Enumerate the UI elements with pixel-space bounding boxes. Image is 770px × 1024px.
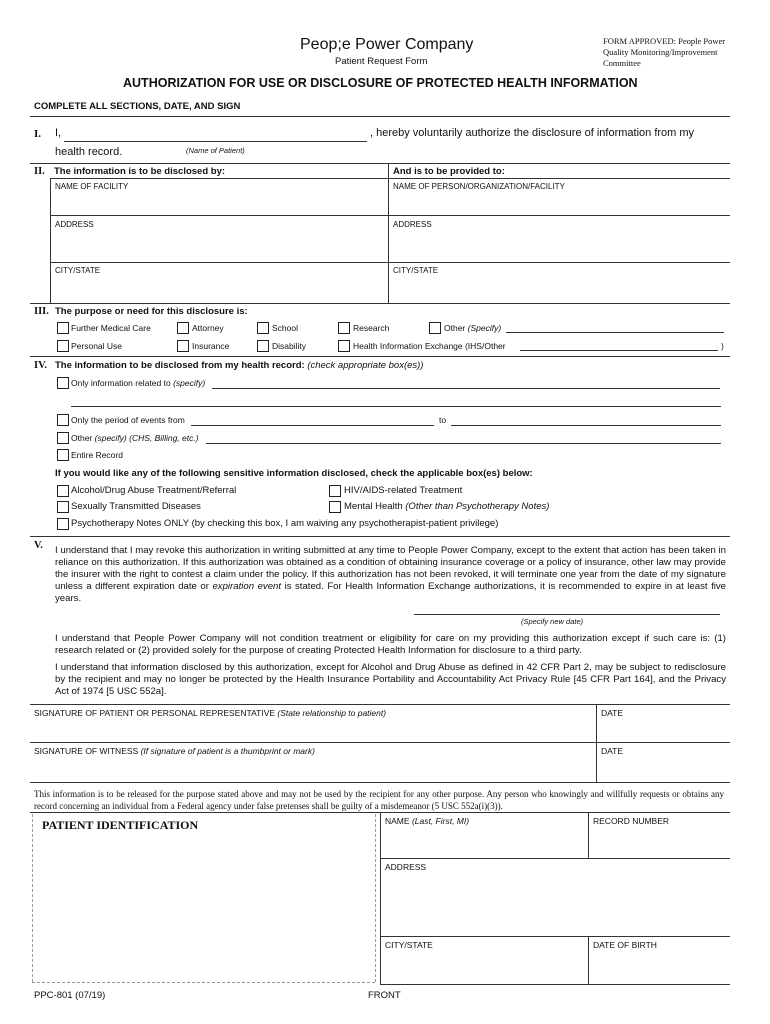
purpose-heading: The purpose or need for this disclosure is: (55, 306, 248, 317)
section-5-numeral: V. (34, 540, 43, 551)
mental-health-checkbox[interactable] (329, 501, 341, 513)
recipient-city-label: CITY/STATE (393, 266, 439, 275)
psychotherapy-checkbox[interactable] (57, 518, 69, 530)
only-info-label: Only information related to (specify) (71, 378, 206, 388)
divider (30, 356, 730, 357)
other-info-field[interactable] (206, 443, 721, 444)
purpose-school-checkbox[interactable] (257, 322, 269, 334)
hiv-checkbox[interactable] (329, 485, 341, 497)
id-name-field[interactable] (380, 858, 730, 859)
purpose-further-care-label: Further Medical Care (71, 323, 151, 333)
divider (596, 704, 597, 782)
divider (380, 812, 381, 984)
divider (588, 936, 589, 984)
id-record-label: RECORD NUMBER (593, 816, 670, 826)
std-label: Sexually Transmitted Diseases (71, 501, 201, 512)
patient-name-field[interactable] (64, 141, 367, 142)
patient-id-heading: PATIENT IDENTIFICATION (42, 818, 199, 832)
patient-signature-date-label: DATE (601, 708, 624, 718)
purpose-other-checkbox[interactable] (429, 322, 441, 334)
purpose-school-label: School (272, 323, 298, 333)
new-date-field[interactable] (414, 614, 720, 615)
period-checkbox[interactable] (57, 414, 69, 426)
section-1-numeral: I. (34, 128, 42, 140)
recipient-name-label: NAME OF PERSON/ORGANIZATION/FACILITY (393, 182, 565, 191)
witness-signature-label: SIGNATURE OF WITNESS (If signature of patient is a thumbprint or mark) (34, 746, 315, 756)
section-4-numeral: IV. (34, 360, 47, 371)
other-info-checkbox[interactable] (57, 432, 69, 444)
conditions-paragraph: I understand that People Power Company will not condition treatment or eligibility for care on my providing this authorization except if such care is: (1) research related or (2) provided solely for the purpose of creating Protected Health Information for disclosure to a third party. (55, 633, 726, 656)
divider (30, 704, 730, 705)
redisclosure-paragraph: I understand that information disclosed by this authorization, except for Alcohol and Drug Abuse as defined in 42 CFR Part 2, may be subject to redisclosure by the recipient and may no longer be protected by the Health Insurance Portability and Accountability Act Privacy Rule [45 CFR Part 164], and the Privacy Act of 1974 [5 USC 552a]. (55, 662, 726, 697)
divider (388, 163, 389, 303)
legal-notice: This information is to be released for the purpose stated above and may not be used by the recipient for any other purpose. Any person who knowingly and willfully requests or obtains any record concerning an individual from a Federal agency under false pretenses shall be guilty of a misdemeanor (5 USC 552a(i)(3)). (34, 789, 724, 811)
divider (375, 814, 376, 982)
patient-signature-label: SIGNATURE OF PATIENT OR PERSONAL REPRESENTATIVE (State relationship to patient) (34, 708, 387, 718)
section-1-trail: , hereby voluntarily authorize the disclosure of information from my (370, 127, 695, 139)
purpose-insurance-checkbox[interactable] (177, 340, 189, 352)
section-1-line2: health record. (55, 146, 123, 158)
hiv-label: HIV/AIDS-related Treatment (344, 485, 463, 496)
disclosed-by-heading: The information is to be disclosed by: (54, 166, 226, 177)
divider (588, 812, 589, 858)
purpose-hie-label: Health Information Exchange (IHS/Other (353, 341, 506, 351)
purpose-insurance-label: Insurance (192, 341, 230, 351)
witness-signature-date-label: DATE (601, 746, 624, 756)
patient-signature-field[interactable] (30, 742, 730, 743)
facility-name-field[interactable] (50, 215, 730, 216)
purpose-personal-checkbox[interactable] (57, 340, 69, 352)
purpose-attorney-checkbox[interactable] (177, 322, 189, 334)
std-checkbox[interactable] (57, 501, 69, 513)
other-info-label: Other (specify) (CHS, Billing, etc.) (71, 433, 199, 443)
divider (30, 116, 730, 117)
instructions: COMPLETE ALL SECTIONS, DATE, AND SIGN (34, 101, 241, 112)
sensitive-heading: If you would like any of the following sensitive information disclosed, check the applicable box(es) below: (55, 468, 533, 479)
alcohol-label: Alcohol/Drug Abuse Treatment/Referral (71, 485, 237, 496)
id-dob-label: DATE OF BIRTH (593, 940, 657, 950)
period-label: Only the period of events from (71, 415, 185, 425)
divider (30, 163, 730, 164)
alcohol-checkbox[interactable] (57, 485, 69, 497)
company-name: Peop;e Power Company (300, 36, 474, 53)
city-field[interactable] (30, 303, 730, 304)
id-name-label: NAME (Last, First, MI) (385, 816, 470, 826)
purpose-disability-checkbox[interactable] (257, 340, 269, 352)
only-info-checkbox[interactable] (57, 377, 69, 389)
page-side: FRONT (368, 990, 401, 1001)
facility-name-label: NAME OF FACILITY (55, 182, 129, 191)
period-to-label: to (439, 415, 447, 425)
purpose-hie-close: ) (721, 341, 724, 351)
facility-address-label: ADDRESS (55, 220, 94, 229)
entire-record-label: Entire Record (71, 450, 123, 460)
divider (32, 814, 33, 982)
patient-name-caption: (Name of Patient) (186, 146, 245, 155)
purpose-hie-checkbox[interactable] (338, 340, 350, 352)
entire-record-checkbox[interactable] (57, 449, 69, 461)
purpose-disability-label: Disability (272, 341, 307, 351)
psychotherapy-label: Psychotherapy Notes ONLY (by checking this box, I am waiving any psychotherapist-patient privilege) (71, 518, 499, 529)
mental-health-label: Mental Health (Other than Psychotherapy Notes) (344, 501, 550, 512)
purpose-other-field[interactable] (506, 332, 724, 333)
period-from-field[interactable] (191, 425, 434, 426)
purpose-further-care-checkbox[interactable] (57, 322, 69, 334)
id-address-label: ADDRESS (385, 862, 427, 872)
new-date-caption: (Specify new date) (521, 617, 584, 626)
revocation-paragraph: I understand that I may revoke this authorization in writing submitted at any time to People Power Company, except to the extent that action has been taken in reliance on this authorization. If this authorization was obtained as a condition of obtaining insurance coverage or a policy of insurance, other law may provide the insurer with the right to contest a claim under the policy. If this authorization has not been revoked, it will terminate one year from the date of my signature unless a different expiration date or expiration event is stated. For Health Information Exchange authorizations, it is recommended to expire in at least five years. (55, 545, 727, 604)
form-approved: FORM APPROVED: People Power Quality Monitoring/Improvement Committee (603, 36, 726, 68)
purpose-personal-label: Personal Use (71, 341, 123, 351)
info-heading: The information to be disclosed from my health record: (check appropriate box(es)) (55, 360, 424, 371)
purpose-research-checkbox[interactable] (338, 322, 350, 334)
purpose-attorney-label: Attorney (192, 323, 224, 333)
divider (50, 178, 51, 303)
divider (30, 536, 730, 537)
witness-signature-field[interactable] (30, 782, 730, 783)
form-number: PPC-801 (07/19) (34, 990, 106, 1001)
divider (32, 982, 375, 983)
recipient-address-label: ADDRESS (393, 220, 432, 229)
purpose-other-label: Other (Specify) (444, 323, 502, 333)
provided-to-heading: And is to be provided to: (393, 166, 505, 177)
id-city-label: CITY/STATE (385, 940, 433, 950)
section-3-numeral: III. (34, 306, 49, 317)
section-1-lead: I, (55, 127, 62, 139)
divider (50, 178, 730, 179)
section-2-numeral: II. (34, 166, 45, 177)
period-to-field[interactable] (451, 425, 721, 426)
form-name: Patient Request Form (335, 56, 428, 67)
id-city-field[interactable] (380, 984, 730, 985)
only-info-field[interactable] (212, 388, 720, 389)
facility-city-label: CITY/STATE (55, 266, 101, 275)
id-address-field[interactable] (380, 936, 730, 937)
form-title: AUTHORIZATION FOR USE OR DISCLOSURE OF PROTECTED HEALTH INFORMATION (123, 76, 638, 90)
purpose-research-label: Research (353, 323, 390, 333)
purpose-hie-field[interactable] (520, 350, 718, 351)
only-info-field-2[interactable] (71, 406, 721, 407)
address-field[interactable] (50, 262, 730, 263)
